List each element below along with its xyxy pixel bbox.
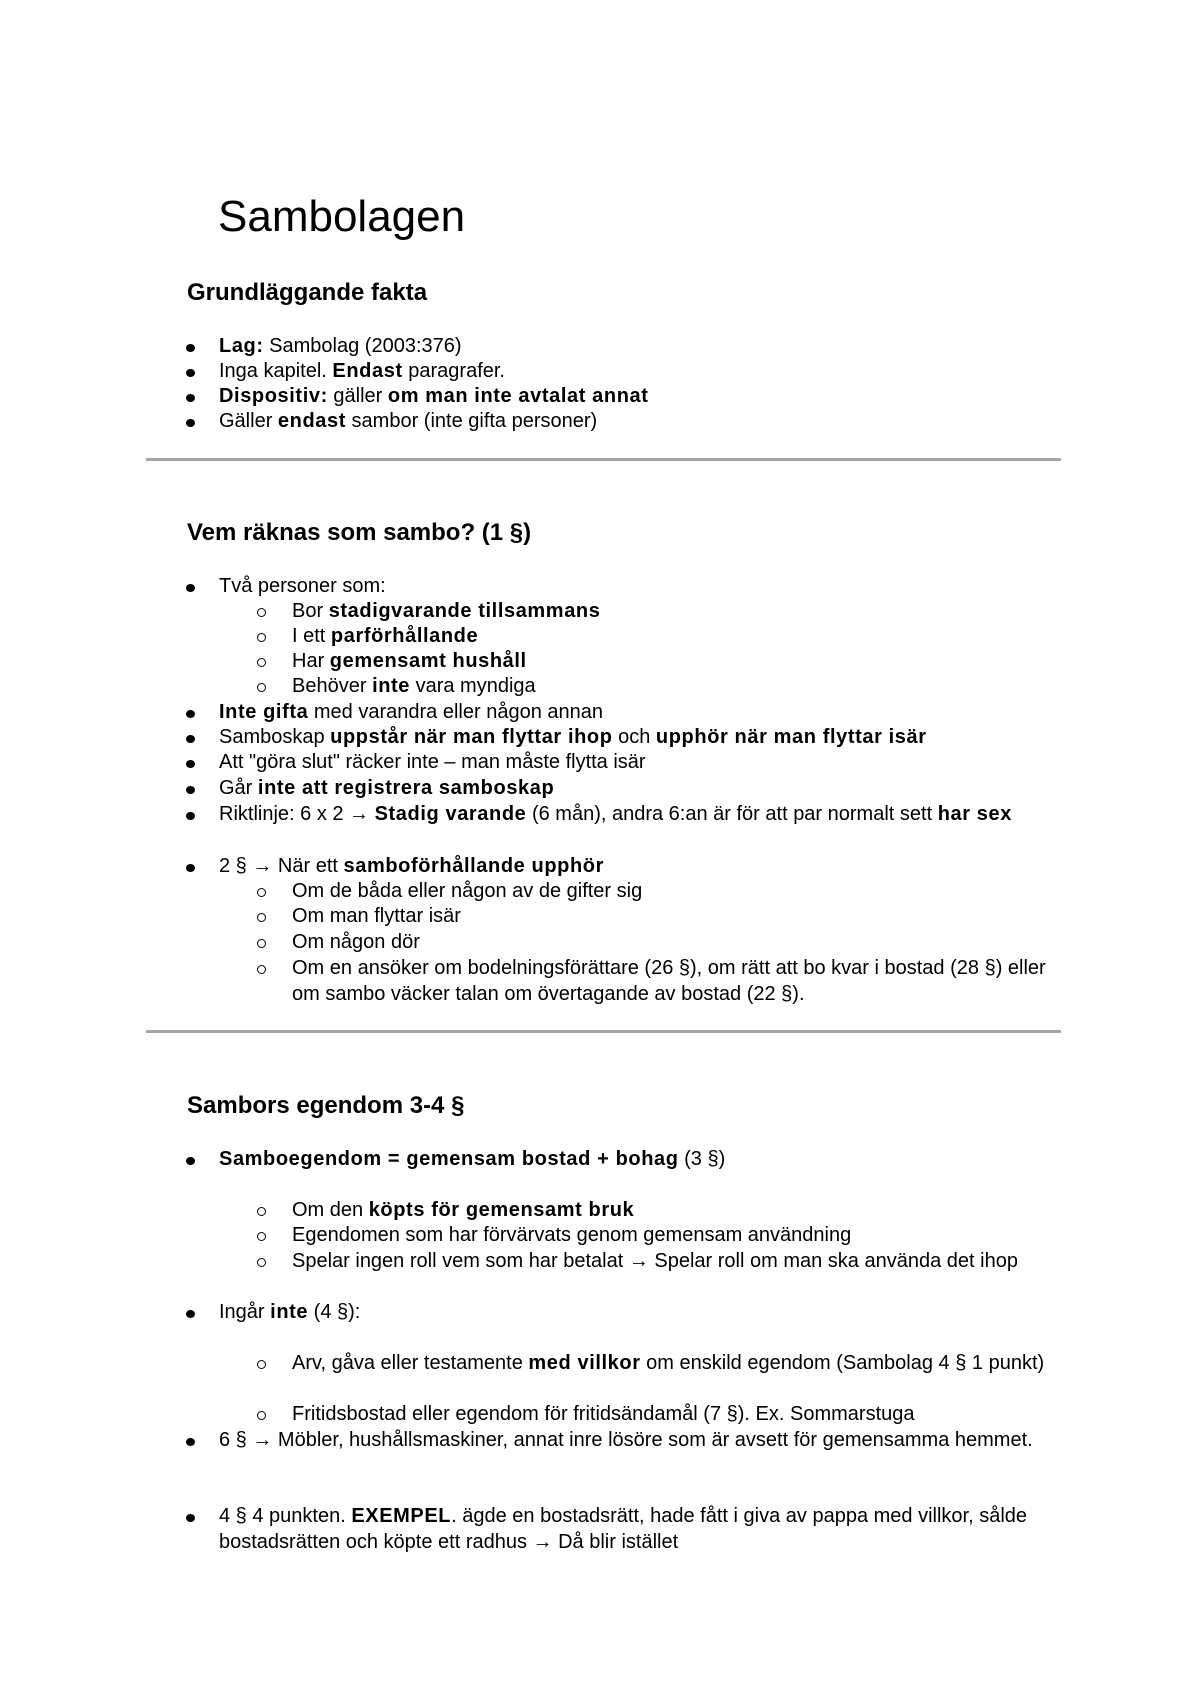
- hollow-bullet-icon: [257, 1232, 266, 1241]
- sub-list-item: [292, 674, 1062, 700]
- list-item: [219, 359, 1059, 385]
- text: gäller: [327, 385, 388, 407]
- text: Om någon dör: [292, 931, 420, 953]
- text: Behöver: [292, 675, 373, 697]
- bullet-icon: [186, 735, 195, 743]
- hollow-bullet-icon: [257, 1360, 266, 1369]
- sub-list-item: [292, 956, 1062, 1007]
- bullet-icon: [186, 710, 195, 718]
- hollow-bullet-icon: [257, 658, 266, 667]
- section-divider: [146, 1030, 1061, 1033]
- hollow-bullet-icon: [257, 633, 266, 642]
- hollow-bullet-icon: [257, 1258, 266, 1267]
- list-item: [219, 750, 1059, 776]
- list-item: [219, 1147, 1059, 1173]
- text: Samboskap: [219, 726, 331, 748]
- sub-list-item: [292, 1351, 1062, 1377]
- hollow-bullet-icon: [257, 1411, 266, 1420]
- text: 4 § 4 punkten.: [219, 1505, 352, 1527]
- bold-text: stadigvarande tillsammans: [328, 600, 601, 622]
- list-item: [219, 854, 1059, 880]
- text: Spelar ingen roll vem som har betalat → Spelar roll om man ska använda det ihop: [292, 1250, 1018, 1272]
- bold-text: med villkor: [528, 1352, 641, 1374]
- hollow-bullet-icon: [257, 965, 266, 974]
- sub-list-item: [292, 624, 1062, 650]
- bold-text: Stadig varande: [374, 803, 527, 825]
- list-item: [219, 1300, 1059, 1326]
- bold-text: Endast: [332, 360, 403, 382]
- text: Egendomen som har förvärvats genom gemensam användning: [292, 1224, 852, 1246]
- text: I ett: [292, 625, 331, 647]
- text: 2 § → När ett: [219, 855, 344, 877]
- list-item: [219, 1428, 1059, 1454]
- section-divider: [146, 458, 1061, 461]
- section-heading-sambors-egendom: Sambors egendom 3-4 §: [187, 1092, 465, 1119]
- text: med varandra eller någon annan: [308, 701, 603, 723]
- sub-list-item: [292, 1402, 1062, 1428]
- text: Om den: [292, 1199, 369, 1221]
- bold-text: Inte gifta: [219, 701, 309, 723]
- bullet-icon: [186, 1514, 195, 1522]
- hollow-bullet-icon: [257, 939, 266, 948]
- hollow-bullet-icon: [257, 608, 266, 617]
- list-item: [219, 384, 1059, 410]
- text: och: [612, 726, 656, 748]
- text: Går: [219, 777, 258, 799]
- bold-text: uppstår när man flyttar ihop: [330, 726, 613, 748]
- text: (3 §): [678, 1148, 726, 1170]
- bullet-icon: [186, 369, 195, 377]
- text: Har: [292, 650, 330, 672]
- text: paragrafer.: [402, 360, 505, 382]
- text: Om man flyttar isär: [292, 905, 461, 927]
- bold-text: EXEMPEL: [351, 1505, 452, 1527]
- hollow-bullet-icon: [257, 913, 266, 922]
- bullet-icon: [186, 344, 195, 352]
- hollow-bullet-icon: [257, 888, 266, 897]
- list-item: [219, 700, 1059, 726]
- bold-text: endast: [277, 410, 346, 432]
- bold-text: parförhållande: [330, 625, 479, 647]
- sub-list-item: [292, 599, 1062, 625]
- hollow-bullet-icon: [257, 683, 266, 692]
- section-heading-vem-raknas: Vem räknas som sambo? (1 §): [187, 519, 532, 546]
- sub-list-item: [292, 649, 1062, 675]
- bullet-icon: [186, 1438, 195, 1446]
- bold-text: samboförhållande upphör: [343, 855, 604, 877]
- text: Sambolag (2003:376): [263, 335, 462, 357]
- text: Arv, gåva eller testamente: [292, 1352, 529, 1374]
- text: Bor: [292, 600, 329, 622]
- bold-text: inte: [270, 1301, 309, 1323]
- text: Två personer som:: [219, 575, 386, 597]
- text: vara myndiga: [410, 675, 536, 697]
- bullet-icon: [186, 760, 195, 768]
- bullet-icon: [186, 786, 195, 794]
- document-title: Sambolagen: [218, 192, 466, 241]
- sub-list-item: [292, 930, 1062, 956]
- text: sambor (inte gifta personer): [345, 410, 598, 432]
- bullet-icon: [186, 812, 195, 820]
- bullet-icon: [186, 864, 195, 872]
- bullet-icon: [186, 1157, 195, 1165]
- list-item: [219, 1504, 1059, 1555]
- bold-text: köpts för gemensamt bruk: [368, 1199, 635, 1221]
- bold-text: om man inte avtalat annat: [387, 385, 649, 407]
- list-item: [219, 725, 1059, 751]
- list-item: [219, 334, 1059, 360]
- text: (6 mån), andra 6:an är för att par normalt sett: [526, 803, 938, 825]
- list-item: [219, 574, 1059, 600]
- sub-list-item: [292, 879, 1062, 905]
- text: Fritidsbostad eller egendom för fritidsändamål (7 §). Ex. Sommarstuga: [292, 1403, 915, 1425]
- list-item: [219, 409, 1059, 435]
- text: (4 §):: [308, 1301, 361, 1323]
- bold-text: har sex: [937, 803, 1012, 825]
- text: Om de båda eller någon av de gifter sig: [292, 880, 643, 902]
- bold-text: Dispositiv:: [219, 385, 328, 407]
- bullet-icon: [186, 394, 195, 402]
- section-heading-grundlaggande: Grundläggande fakta: [187, 279, 428, 306]
- bold-text: Samboegendom = gemensam bostad + bohag: [219, 1148, 679, 1170]
- bullet-icon: [186, 584, 195, 592]
- text: Inga kapitel.: [219, 360, 333, 382]
- list-item: [219, 802, 1059, 828]
- text: om enskild egendom (Sambolag 4 § 1 punkt): [640, 1352, 1045, 1374]
- bullet-icon: [186, 1310, 195, 1318]
- sub-list-item: [292, 1249, 1062, 1275]
- text: 6 § → Möbler, hushållsmaskiner, annat inre lösöre som är avsett för gemensamma hemmet.: [219, 1429, 1033, 1451]
- sub-list-item: [292, 1223, 1062, 1249]
- bold-text: upphör när man flyttar isär: [655, 726, 927, 748]
- bullet-icon: [186, 419, 195, 427]
- sub-list-item: [292, 1198, 1062, 1224]
- text: Om en ansöker om bodelningsförättare (26 §), om rätt att bo kvar i bostad (28 §) eller om sambo väcker talan om övertagande av bostad (22 §).: [292, 957, 1046, 1005]
- bold-text: gemensamt hushåll: [329, 650, 527, 672]
- bold-text: inte att registrera samboskap: [257, 777, 555, 799]
- text: . ägde en bostadsrätt, hade fått i giva av pappa med villkor, sålde bostadsrätten och köpte ett radhus → Då blir istället: [219, 1505, 1028, 1553]
- sub-list-item: [292, 904, 1062, 930]
- hollow-bullet-icon: [257, 1207, 266, 1216]
- text: Att "göra slut" räcker inte – man måste flytta isär: [219, 751, 646, 773]
- text: Gäller: [219, 410, 278, 432]
- bold-text: Lag:: [219, 335, 264, 357]
- bold-text: inte: [372, 675, 411, 697]
- text: Riktlinje: 6 x 2 →: [219, 803, 375, 825]
- text: Ingår: [219, 1301, 271, 1323]
- list-item: [219, 776, 1059, 802]
